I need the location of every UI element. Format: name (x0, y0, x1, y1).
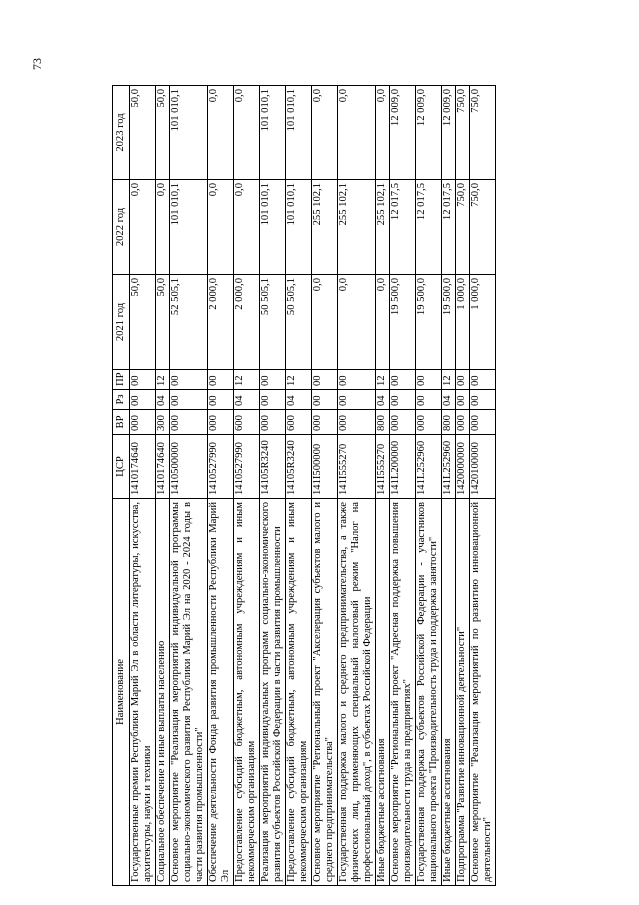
row-value-2023: 0,0 (234, 86, 260, 180)
row-pr: 00 (390, 370, 416, 390)
row-value-2022: 0,0 (208, 180, 234, 275)
table-row (416, 86, 442, 886)
row-value-2021: 19 500,0 (390, 275, 416, 370)
row-pr: 00 (338, 370, 376, 390)
header-pr: ПР (113, 370, 130, 390)
row-value-2022: 0,0 (130, 180, 156, 275)
row-rz: 00 (208, 390, 234, 410)
row-name: Реализация мероприятий индивидуальных программ социально-экономического развития субъектов Российской Федерации в части развития промышленности (260, 499, 286, 886)
row-csr: 14105R3240 (286, 435, 312, 499)
row-value-2022: 255 102,1 (312, 180, 338, 275)
table-row (390, 86, 416, 886)
row-value-2023: 101 010,1 (286, 86, 312, 180)
row-name: Государственные премии Республики Марий Эл в области литературы, искусства, архитектуры, науки и техники (130, 499, 156, 886)
row-rz: 00 (130, 390, 156, 410)
row-pr: 00 (208, 370, 234, 390)
row-pr: 00 (170, 370, 208, 390)
row-csr: 141I500000 (312, 435, 338, 499)
row-csr: 1410527990 (234, 435, 260, 499)
row-vr: 000 (130, 410, 156, 435)
row-pr: 12 (376, 370, 390, 390)
row-vr: 800 (442, 410, 456, 435)
row-value-2021: 52 505,1 (170, 275, 208, 370)
row-rz: 00 (390, 390, 416, 410)
row-pr: 12 (234, 370, 260, 390)
row-csr: 141L252960 (416, 435, 442, 499)
row-pr: 00 (130, 370, 156, 390)
row-rz: 00 (312, 390, 338, 410)
row-value-2022: 255 102,1 (376, 180, 390, 275)
row-value-2021: 0,0 (376, 275, 390, 370)
row-vr: 000 (312, 410, 338, 435)
row-name: Социальное обеспечение и иные выплаты населению (156, 499, 170, 886)
header-name: Наименование (113, 499, 130, 886)
row-name: Предоставление субсидий бюджетным, автономным учреждениям и иным некоммерческим организациям (286, 499, 312, 886)
row-vr: 000 (470, 410, 496, 435)
table-row (442, 86, 456, 886)
row-vr: 000 (338, 410, 376, 435)
row-rz: 04 (156, 390, 170, 410)
header-row (113, 86, 130, 886)
row-vr: 000 (208, 410, 234, 435)
header-rz: Рз (113, 390, 130, 410)
row-pr: 00 (456, 370, 470, 390)
row-name: Обеспечение деятельности Фонда развития промышленности Республики Марий Эл (208, 499, 234, 886)
row-name: Основное мероприятие "Региональный проект "Адресная поддержка повышения производительности труда на предприятиях" (390, 499, 416, 886)
row-vr: 800 (376, 410, 390, 435)
row-value-2023: 0,0 (208, 86, 234, 180)
row-value-2022: 101 010,1 (260, 180, 286, 275)
row-value-2021: 2 000,0 (234, 275, 260, 370)
row-rz: 04 (376, 390, 390, 410)
row-csr: 1410174640 (130, 435, 156, 499)
row-value-2022: 255 102,1 (338, 180, 376, 275)
row-value-2023: 750,0 (470, 86, 496, 180)
row-value-2022: 750,0 (470, 180, 496, 275)
rotated-table-container (112, 86, 562, 886)
row-pr: 00 (260, 370, 286, 390)
row-value-2021: 19 500,0 (416, 275, 442, 370)
row-value-2022: 0,0 (234, 180, 260, 275)
row-rz: 04 (286, 390, 312, 410)
row-name: Подпрограмма "Развитие инновационной деятельности" (456, 499, 470, 886)
row-csr: 141I555270 (338, 435, 376, 499)
table-row (470, 86, 496, 886)
row-value-2021: 50 505,1 (286, 275, 312, 370)
row-value-2023: 50,0 (156, 86, 170, 180)
row-csr: 1410174640 (156, 435, 170, 499)
row-value-2021: 50 505,1 (260, 275, 286, 370)
row-vr: 000 (416, 410, 442, 435)
row-value-2022: 101 010,1 (170, 180, 208, 275)
table-row (338, 86, 376, 886)
row-value-2021: 50,0 (130, 275, 156, 370)
row-csr: 1410500000 (170, 435, 208, 499)
table-row (208, 86, 234, 886)
row-pr: 12 (156, 370, 170, 390)
row-value-2023: 12 009,0 (442, 86, 456, 180)
row-value-2022: 750,0 (456, 180, 470, 275)
row-csr: 141I555270 (376, 435, 390, 499)
row-rz: 00 (456, 390, 470, 410)
row-vr: 000 (170, 410, 208, 435)
row-value-2021: 1 000,0 (470, 275, 496, 370)
row-pr: 00 (470, 370, 496, 390)
row-value-2022: 101 010,1 (286, 180, 312, 275)
row-vr: 000 (390, 410, 416, 435)
row-rz: 00 (470, 390, 496, 410)
budget-table (112, 85, 496, 886)
row-value-2021: 1 000,0 (456, 275, 470, 370)
row-rz: 00 (170, 390, 208, 410)
row-value-2022: 0,0 (156, 180, 170, 275)
header-2021: 2021 год (113, 275, 130, 370)
row-vr: 000 (456, 410, 470, 435)
table-row (234, 86, 260, 886)
row-name: Основное мероприятие "Региональный проект "Акселерация субъектов малого и среднего предпринимательства" (312, 499, 338, 886)
row-csr: 1420100000 (470, 435, 496, 499)
row-pr: 12 (442, 370, 456, 390)
row-pr: 00 (416, 370, 442, 390)
row-value-2021: 0,0 (312, 275, 338, 370)
row-pr: 00 (312, 370, 338, 390)
row-name: Основное мероприятие "Реализация мероприятий индивидуальной программы социально-экономического развития Республики Марий Эл на 2020 - 2024 годы в части развития промышленности" (170, 499, 208, 886)
row-value-2023: 0,0 (312, 86, 338, 180)
row-name: Иные бюджетные ассигнования (376, 499, 390, 886)
table-body (130, 86, 496, 886)
row-value-2021: 50,0 (156, 275, 170, 370)
row-value-2023: 0,0 (338, 86, 376, 180)
header-vr: ВР (113, 410, 130, 435)
row-rz: 00 (338, 390, 376, 410)
row-rz: 04 (234, 390, 260, 410)
row-name: Предоставление субсидий бюджетным, автономным учреждениям и иным некоммерческим организациям (234, 499, 260, 886)
table-row (156, 86, 170, 886)
row-pr: 12 (286, 370, 312, 390)
header-csr: ЦСР (113, 435, 130, 499)
row-vr: 600 (286, 410, 312, 435)
row-csr: 141L200000 (390, 435, 416, 499)
table-row (312, 86, 338, 886)
table-row (260, 86, 286, 886)
row-name: Государственная поддержка субъектов Российской Федерации - участников национального проекта "Производительность труда и поддержка занятости" (416, 499, 442, 886)
row-vr: 300 (156, 410, 170, 435)
row-value-2023: 12 009,0 (390, 86, 416, 180)
row-csr: 1420000000 (456, 435, 470, 499)
row-value-2023: 750,0 (456, 86, 470, 180)
row-value-2021: 0,0 (338, 275, 376, 370)
row-value-2022: 12 017,5 (416, 180, 442, 275)
table-row (286, 86, 312, 886)
row-value-2021: 19 500,0 (442, 275, 456, 370)
header-2022: 2022 год (113, 180, 130, 275)
row-vr: 000 (260, 410, 286, 435)
row-csr: 1410527990 (208, 435, 234, 499)
table-row (376, 86, 390, 886)
row-value-2022: 12 017,5 (390, 180, 416, 275)
row-vr: 600 (234, 410, 260, 435)
row-name: Государственная поддержка малого и среднего предпринимательства, а также физических лиц, применяющих специальный налоговый режим "Налог на профессиональный доход", в субъектах Российской Федерации (338, 499, 376, 886)
page-number: 73 (30, 58, 44, 70)
row-rz: 00 (416, 390, 442, 410)
row-csr: 14105R3240 (260, 435, 286, 499)
row-value-2023: 101 010,1 (260, 86, 286, 180)
row-value-2023: 0,0 (376, 86, 390, 180)
row-value-2023: 50,0 (130, 86, 156, 180)
row-value-2023: 12 009,0 (416, 86, 442, 180)
row-rz: 00 (260, 390, 286, 410)
table-header (113, 86, 130, 886)
row-csr: 141L252960 (442, 435, 456, 499)
table-row (170, 86, 208, 886)
row-value-2023: 101 010,1 (170, 86, 208, 180)
table-row (456, 86, 470, 886)
header-2023: 2023 год (113, 86, 130, 180)
row-value-2021: 2 000,0 (208, 275, 234, 370)
row-name: Иные бюджетные ассигнования (442, 499, 456, 886)
table-row (130, 86, 156, 886)
row-rz: 04 (442, 390, 456, 410)
row-name: Основное мероприятие "Реализация мероприятий по развитию инновационной деятельности" (470, 499, 496, 886)
row-value-2022: 12 017,5 (442, 180, 456, 275)
